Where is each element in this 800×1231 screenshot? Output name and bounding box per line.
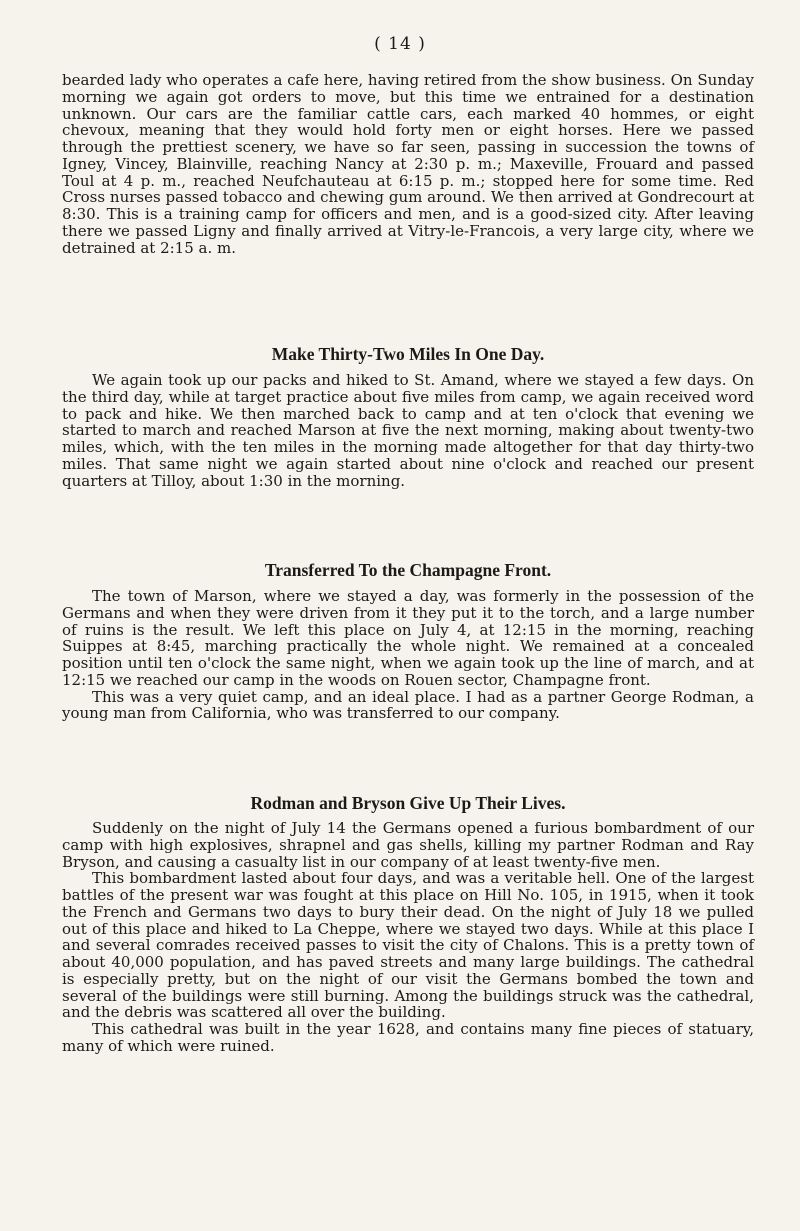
paragraph-quiet-camp: This was a very quiet camp, and an ideal place. I had as a partner George Rodman, a young man from California, who was transferred to our company. (62, 687, 754, 723)
section-bombardment (62, 820, 754, 1055)
heading-thirty-two-miles: Make Thirty-Two Miles In One Day. (271, 344, 545, 364)
paragraph-st-amand-march (62, 372, 754, 489)
paragraph-text: bearded lady who operates a cafe here, having retired from the show business. On Sunday morning we again got orders to move, but this time we entrained for a destination unknown. Our cars are the familiar cattle cars, each marked 40 hommes, or eight chevoux, meaning that they would hold forty men or eight horses. Here we passed through the prettiest scenery, we have so far seen, passing in succession the towns of Igney, Vincey, Blainville, reaching Nancy at 2:30 p. m.; Maxeville, Frouard and passed Toul at 4 p. m., reached Neufchauteau at 6:15 p. m.; stopped here for some time. Red Cross nurses passed tobacco and chewing gum around. We then arrived at Gondrecourt at 8:30. This is a training camp for officers and men, and is a good-sized city. After leaving there we passed Ligny and finally arrived at Vitry-le-Francois, a very large city, where we detrained at 2:15 a. m. (62, 71, 754, 257)
heading-champagne-front: Transferred To the Champagne Front. (264, 560, 552, 580)
page-number: ( 14 ) (374, 34, 426, 54)
paragraph-cafe-and-train-journey (62, 72, 754, 256)
section-champagne-front (62, 588, 754, 722)
paragraph-bombardment: Suddenly on the night of July 14 the Germans opened a furious bombardment of our camp with high explosives, shrapnel and gas shells, killing my partner Rodman and Ray Bryson, and causing a casualty list in our company of at least twenty-five men. (62, 819, 754, 871)
heading-rodman-bryson: Rodman and Bryson Give Up Their Lives. (250, 793, 566, 813)
paragraph-text: We again took up our packs and hiked to St. Amand, where we stayed a few days. On the third day, while at target practice about five miles from camp, we again received word to pack and hike. We then marched back to camp and at ten o'clock that evening we started to march and reached Marson at five the next morning, making about twenty-two miles, which, with the ten miles in the morning made altogether for that day thirty-two miles. That same night we again started about nine o'clock and reached our present quarters at Tilloy, about 1:30 in the morning. (62, 371, 754, 490)
paragraph-chalons: This bombardment lasted about four days, and was a veritable hell. One of the largest battles of the present war was fought at this place on Hill No. 105, in 1915, when it took the French and Germans two days to bury their dead. On the night of July 18 we pulled out of this place and hiked to La Cheppe, where we stayed two days. While at this place I and several comrades received passes to visit the city of Chalons. This is a pretty town of about 40,000 population, and has paved streets and many large buildings. The cathedral is especially pretty, but on the night of our visit the Germans bombed the town and several of the buildings were still burning. Among the buildings struck was the cathedral, and the debris was scattered all over the building. (62, 869, 754, 1022)
paragraph-marson: The town of Marson, where we stayed a day, was formerly in the possession of the Germans and when they were driven from it they put it to the torch, and a large number of ruins is the result. We left this place on July 4, at 12:15 in the morning, reaching Suippes at 8:45, marching practically the whole night. We remained at a concealed position until ten o'clock the same night, when we again took up the line of march, and at 12:15 we reached our camp in the woods on Rouen sector, Champagne front. (62, 587, 754, 689)
paragraph-cathedral: This cathedral was built in the year 1628, and contains many fine pieces of statuary, many of which were ruined. (62, 1020, 754, 1055)
